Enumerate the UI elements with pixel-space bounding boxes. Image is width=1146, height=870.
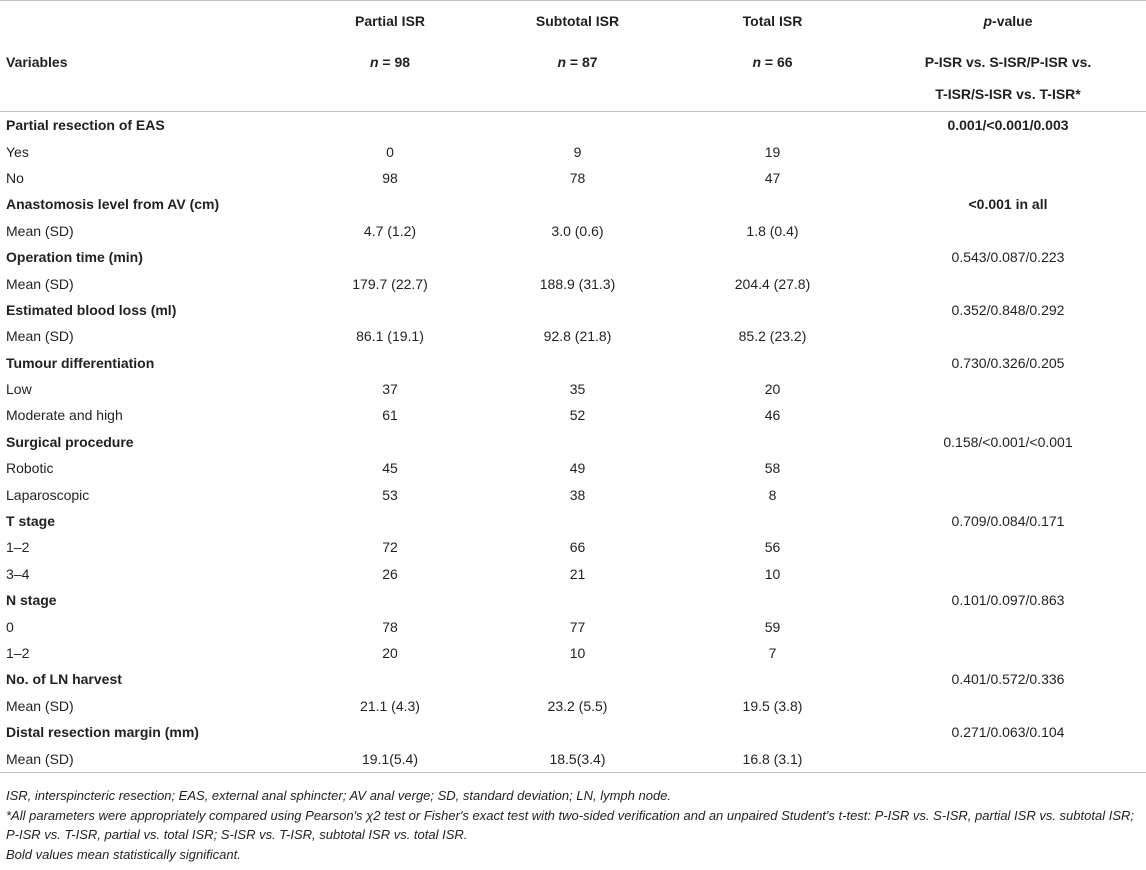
row-label: Yes	[6, 143, 29, 160]
cell-value: 56	[764, 539, 781, 556]
group-header-subtotal: Subtotal ISR	[480, 1, 675, 42]
table-row	[0, 402, 1146, 428]
pvalue-header	[870, 1, 1146, 42]
section-label: Estimated blood loss (ml)	[6, 301, 177, 318]
pvalue-cell: 0.101/0.097/0.863	[951, 592, 1065, 609]
cell-value: 3.0 (0.6)	[551, 222, 604, 239]
cell-value: 20	[382, 645, 398, 661]
group-header-partial: Partial ISR	[300, 1, 480, 42]
section-label: Tumour differentiation	[6, 354, 155, 371]
cell-value: 1.8 (0.4)	[746, 222, 799, 239]
row-label: 1–2	[6, 539, 30, 556]
table-section-row	[0, 429, 1146, 455]
section-label: N stage	[6, 592, 57, 609]
cell-value: 92.8 (21.8)	[543, 328, 612, 345]
cell-value: 37	[382, 381, 398, 398]
row-label: Mean (SD)	[6, 275, 74, 292]
cell-value: 8	[768, 486, 777, 503]
n-subtotal: n = 87	[557, 54, 598, 70]
section-label: Anastomosis level from AV (cm)	[6, 196, 220, 213]
table-row	[0, 745, 1146, 772]
section-label: Operation time (min)	[6, 249, 143, 266]
cell-value: 179.7 (22.7)	[352, 275, 428, 292]
pvalue-cell: 0.001/<0.001/0.003	[947, 117, 1069, 134]
footnote-abbreviations: ISR, interspincteric resection; EAS, external anal sphincter; AV anal verge; SD, standard deviation; LN, lymph node.	[6, 788, 672, 803]
cell-value: 78	[569, 169, 586, 186]
table-row	[0, 481, 1146, 507]
table-row	[0, 323, 1146, 349]
cell-value: 23.2 (5.5)	[547, 697, 608, 714]
cell-value: 98	[382, 169, 398, 186]
row-label: Mean (SD)	[6, 222, 74, 239]
n-partial: n = 98	[369, 54, 411, 70]
table-row	[0, 693, 1146, 719]
cell-value: 52	[569, 407, 586, 424]
cell-value: 78	[382, 618, 398, 635]
row-label: Mean (SD)	[6, 328, 74, 345]
table-row	[0, 640, 1146, 666]
footnote-bold-note: Bold values mean statistically significant.	[6, 846, 241, 862]
cell-value: 35	[569, 381, 586, 398]
row-label: Laparoscopic	[6, 486, 90, 503]
n-total: n = 66	[752, 54, 793, 70]
section-label: Partial resection of EAS	[6, 117, 165, 134]
cell-value: 10	[569, 645, 586, 661]
table-row	[0, 455, 1146, 481]
pvalue-cell: 0.271/0.063/0.104	[951, 724, 1065, 741]
pvalue-cell: 0.543/0.087/0.223	[951, 249, 1065, 266]
variables-header: Variables	[6, 54, 68, 70]
cell-value: 38	[569, 486, 586, 503]
cell-value: 10	[764, 565, 781, 582]
cell-value: 21.1 (4.3)	[360, 697, 420, 714]
cell-value: 9	[573, 143, 582, 160]
pvalue-cell: 0.709/0.084/0.171	[951, 513, 1065, 530]
group-header-total: Total ISR	[675, 1, 870, 42]
cell-value: 86.1 (19.1)	[356, 328, 424, 345]
cell-value: 46	[764, 407, 781, 424]
table-row	[0, 165, 1146, 191]
section-label: Distal resection margin (mm)	[6, 724, 199, 741]
cell-value: 66	[569, 539, 586, 556]
cell-value: 49	[569, 460, 586, 477]
cell-value: 61	[382, 407, 398, 424]
footnote-comparison: *All parameters were appropriately compared using Pearson's χ2 test or Fisher's exact test with two-sided verification and an unpaired Student's t-test: P-ISR vs. S-ISR, partial ISR vs. subtotal ISR; P-ISR vs. T-ISR, partial vs. total ISR; S-ISR vs. T-ISR, subtotal ISR vs. total ISR.	[6, 807, 1134, 842]
table-row	[0, 138, 1146, 164]
cell-value: 18.5(3.4)	[480, 745, 675, 772]
cell-value: 77	[569, 618, 586, 635]
section-label: No. of LN harvest	[6, 671, 122, 688]
table-row	[0, 218, 1146, 244]
cell-value: 19.5 (3.8)	[742, 697, 803, 714]
table-body	[0, 112, 1146, 773]
cell-value: 188.9 (31.3)	[539, 275, 616, 292]
pvalue-cell: 0.158/<0.001/<0.001	[943, 433, 1073, 450]
cell-value: 20	[764, 381, 781, 398]
cell-value: 47	[764, 169, 781, 186]
table-section-row	[0, 719, 1146, 745]
table-section-row	[0, 666, 1146, 692]
table-section-row	[0, 297, 1146, 323]
table-section-row	[0, 112, 1146, 139]
table-footnotes	[6, 786, 1140, 864]
cell-value: 26	[382, 565, 398, 582]
table-row	[0, 534, 1146, 560]
cell-value: 72	[382, 539, 398, 556]
table-row	[0, 613, 1146, 639]
pvalue-cell: 0.401/0.572/0.336	[951, 671, 1065, 688]
cell-value: 0	[386, 143, 394, 160]
row-label: Moderate and high	[6, 407, 123, 424]
cell-value: 19	[764, 143, 781, 160]
row-label: Mean (SD)	[0, 745, 300, 772]
cell-value: 58	[764, 460, 781, 477]
table-section-row	[0, 508, 1146, 534]
row-label: Mean (SD)	[6, 697, 74, 714]
cell-value: 85.2 (23.2)	[738, 328, 807, 345]
table-header	[0, 1, 1146, 112]
table-section-row	[0, 244, 1146, 270]
table-row	[0, 270, 1146, 296]
pvalue-cell: 0.352/0.848/0.292	[951, 301, 1065, 318]
row-label: Low	[6, 381, 32, 398]
comparison-header-line1: P-ISR vs. S-ISR/P-ISR vs.	[924, 54, 1092, 70]
row-label: 3–4	[6, 565, 30, 582]
cell-value: 204.4 (27.8)	[734, 275, 811, 292]
table-section-row	[0, 350, 1146, 376]
section-label: Surgical procedure	[6, 433, 134, 450]
pvalue-header-suffix: -value	[992, 13, 1033, 29]
cell-value: 59	[764, 618, 781, 635]
row-label: Robotic	[6, 460, 54, 477]
pvalue-header-p: p	[983, 13, 993, 29]
cell-value: 16.8 (3.1)	[675, 745, 870, 772]
pvalue-cell: <0.001 in all	[968, 196, 1048, 213]
row-label: 0	[6, 618, 14, 635]
row-label: No	[6, 169, 24, 186]
row-label: 1–2	[6, 645, 30, 661]
cell-value: 45	[382, 460, 398, 477]
cell-value: 4.7 (1.2)	[363, 222, 417, 239]
table-section-row	[0, 587, 1146, 613]
table-section-row	[0, 191, 1146, 217]
cell-value: 7	[768, 645, 777, 661]
table-row	[0, 376, 1146, 402]
pvalue-cell: 0.730/0.326/0.205	[951, 354, 1065, 371]
section-label: T stage	[6, 513, 56, 530]
table-row	[0, 561, 1146, 587]
comparison-header-line2: T-ISR/S-ISR vs. T-ISR*	[870, 83, 1146, 112]
cell-value: 21	[569, 565, 586, 582]
cell-value: 53	[382, 486, 398, 503]
cell-value: 19.1(5.4)	[300, 745, 480, 772]
